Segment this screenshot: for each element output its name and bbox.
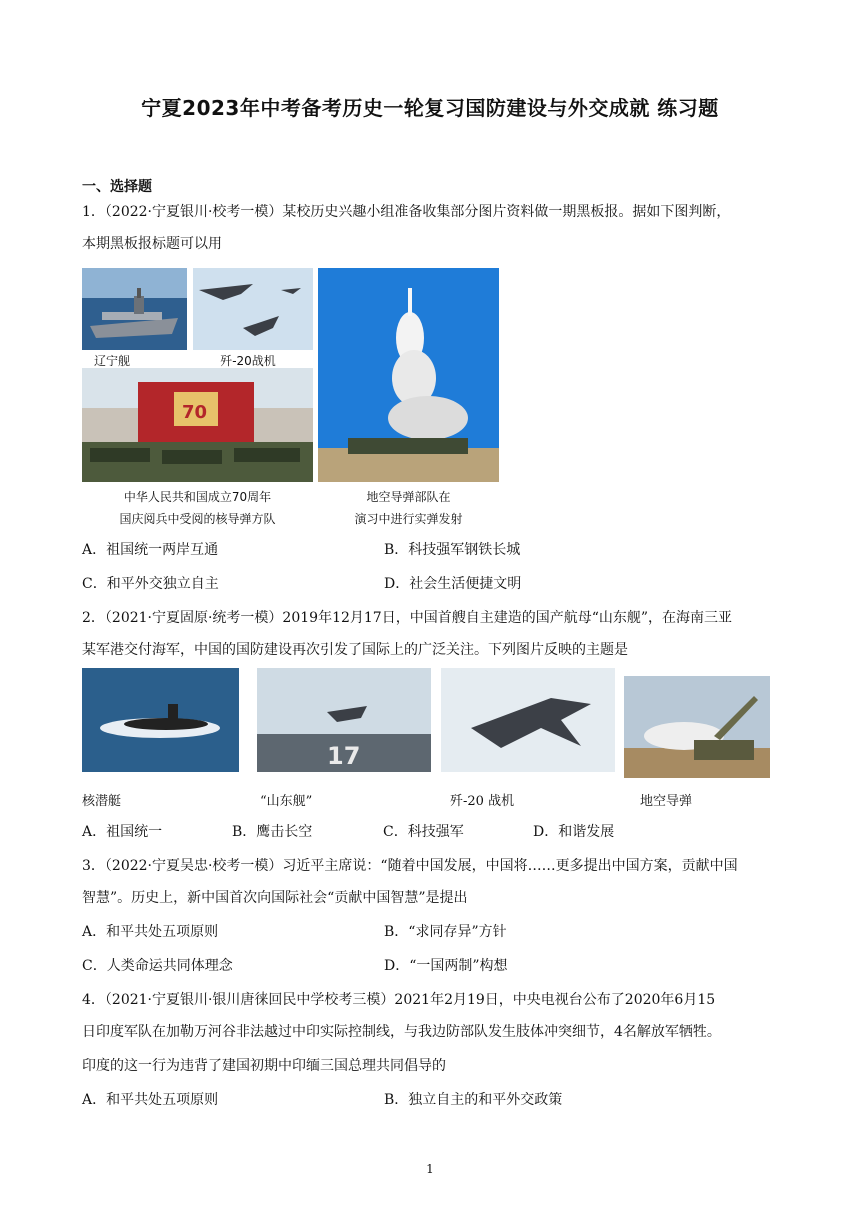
caption-liaoning: 辽宁舰 [93,354,130,368]
q3-option-d: D．“一国两制”构想 [384,958,508,974]
caption-missile-line2: 演习中进行实弹发射 [354,512,463,526]
section-heading: 一、选择题 [82,179,152,195]
caption-parade-line1: 中华人民共和国成立70周年 [123,490,272,504]
parade-image [82,368,313,482]
q4-stem-line2: 日印度军队在加勒万河谷非法越过中印实际控制线，与我边防部队发生肢体冲突细节，4名解放军牺牲。 [82,1024,721,1040]
q3-stem-line1: 3．（2022·宁夏吴忠·校考一模）习近平主席说：“随着中国发展，中国将……更多提出中国方案，贡献中国 [82,858,738,874]
caption-sam: 地空导弹 [640,794,693,809]
q2-option-b: B．鹰击长空 [232,824,313,840]
q3-option-b: B．“求同存异”方针 [384,924,507,940]
liaoning-carrier-image [82,268,187,350]
caption-parade-line2: 国庆阅兵中受阅的核导弹方队 [119,512,276,526]
q4-stem-line3: 印度的这一行为违背了建国初期中印缅三国总理共同倡导的 [82,1058,446,1074]
submarine-image [82,668,239,772]
missile-launch-image [318,268,499,482]
j20-plane-image [441,668,615,772]
caption-shandong: “山东舰” [260,794,313,809]
q1-stem-line1: 1．（2022·宁夏银川·校考一模）某校历史兴趣小组准备收集部分图片资料做一期黑板报。据如下图判断， [82,204,731,220]
q1-option-d: D．社会生活便捷文明 [384,576,522,592]
caption-j20: 歼-20战机 [220,354,276,368]
j20-fighter-image [193,268,313,350]
q3-stem-line2: 智慧”。历史上，新中国首次向国际社会“贡献中国智慧”是提出 [82,890,468,906]
q4-option-b: B．独立自主的和平外交政策 [384,1092,563,1108]
q1-stem-line2: 本期黑板报标题可以用 [82,236,222,252]
q2-option-d: D．和谐发展 [533,824,615,840]
caption-submarine: 核潜艇 [82,794,122,809]
q3-option-c: C．人类命运共同体理念 [82,958,233,974]
q4-option-a: A．和平共处五项原则 [82,1092,219,1108]
q4-stem-line1: 4．（2021·宁夏银川·银川唐徕回民中学校考三模）2021年2月19日，中央电视台公布了2020年6月15 [82,992,716,1008]
q1-option-c: C．和平外交独立自主 [82,576,219,592]
deck-number: 17 [327,742,361,770]
q2-stem-line2: 某军港交付海军，中国的国防建设再次引发了国际上的广泛关注。下列图片反映的主题是 [82,642,628,658]
page-title: 宁夏2023年中考备考历史一轮复习国防建设与外交成就 练习题 [141,96,719,120]
q1-option-b: B．科技强军钢铁长城 [384,542,521,558]
q1-option-a: A．祖国统一两岸互通 [82,542,219,558]
q2-option-c: C．科技强军 [383,824,464,840]
page-number: 1 [426,1162,434,1176]
caption-j20-plane: 歼-20 战机 [450,794,515,809]
shandong-carrier-image [257,668,431,772]
q3-option-a: A．和平共处五项原则 [82,924,219,940]
sam-missile-image [624,676,770,778]
q2-option-a: A．祖国统一 [82,824,163,840]
q2-stem-line1: 2．（2021·宁夏固原·统考一模）2019年12月17日，中国首艘自主建造的国产航母“山东舰”，在海南三亚 [82,610,733,626]
caption-missile-line1: 地空导弹部队在 [366,490,451,504]
seventy-emblem: 70 [182,402,208,423]
